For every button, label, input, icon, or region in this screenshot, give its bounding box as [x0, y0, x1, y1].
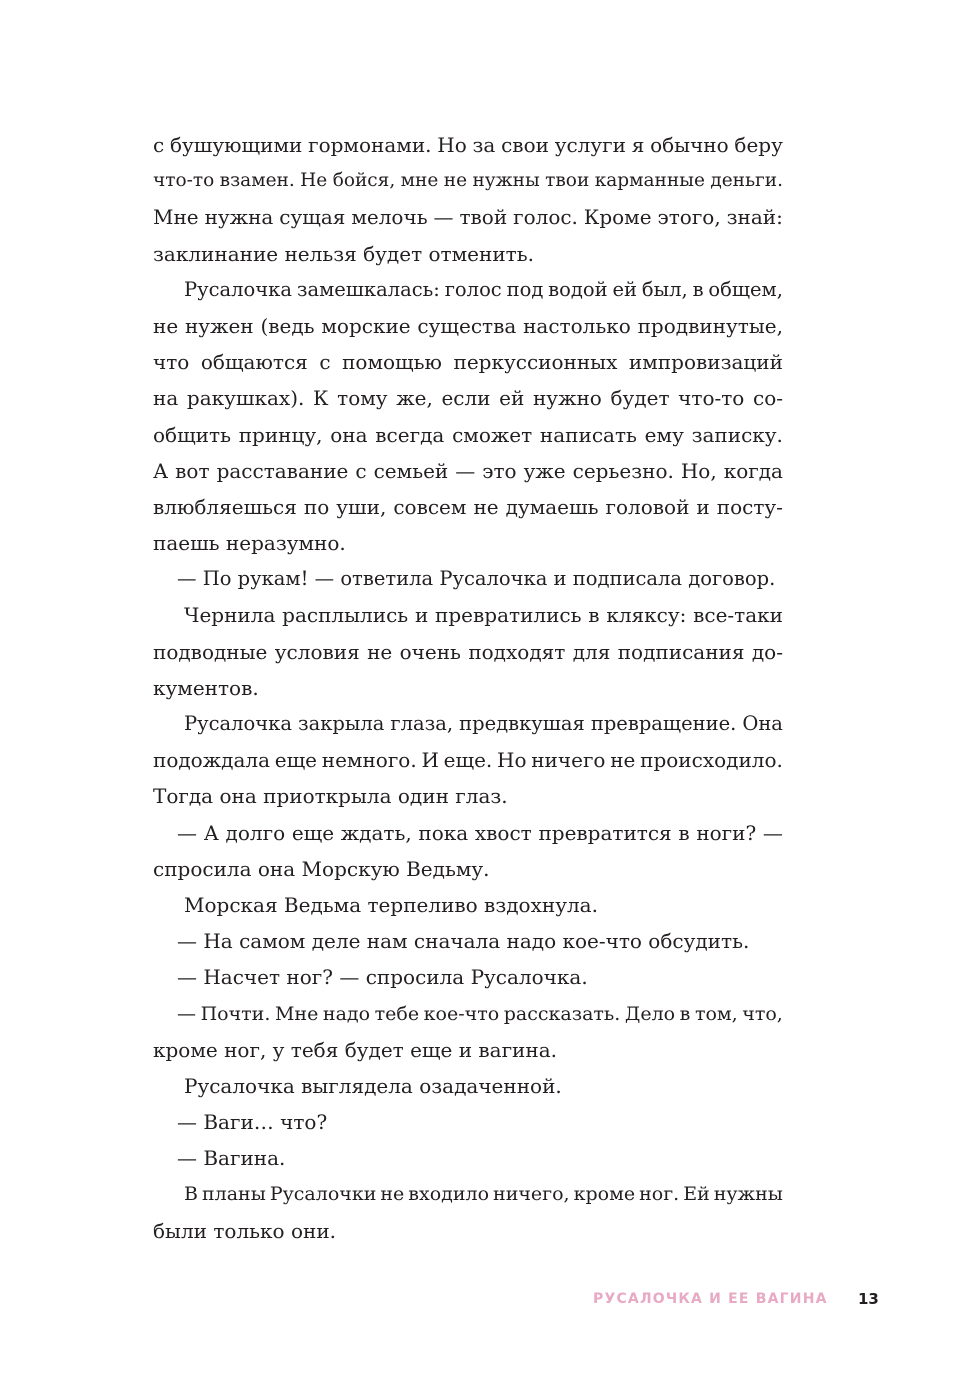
word: принцу, [238, 422, 323, 447]
word: влюбляешься [153, 494, 297, 519]
word: планы [201, 1183, 266, 1206]
word: (ведь [260, 313, 315, 338]
word: кляксу: [606, 603, 687, 628]
word: Мне [274, 1002, 319, 1025]
word: пока [418, 820, 469, 845]
word: Дело [624, 1002, 676, 1025]
word: предвкушая [459, 712, 585, 735]
word: написать [539, 422, 637, 447]
word: я [631, 133, 645, 157]
word: расставание [216, 458, 349, 483]
word: уши, [336, 494, 387, 519]
word: хвост [474, 820, 532, 845]
word: бойся, [332, 170, 396, 192]
word: превращение. [590, 712, 737, 735]
text-line [153, 706, 783, 742]
word: кое-что [423, 1002, 500, 1025]
word: Но [437, 133, 467, 157]
running-title: РУСАЛОЧКА И ЕЕ ВАГИНА [593, 1291, 828, 1307]
word: в [588, 603, 600, 628]
word: условия [274, 639, 360, 664]
word: до- [751, 639, 783, 664]
word: обычно [650, 133, 729, 157]
word: в [678, 820, 690, 845]
word: Русалочка [184, 277, 292, 301]
word: подписания [617, 639, 745, 664]
word: не [367, 639, 393, 664]
word: нужны [713, 1183, 783, 1206]
word: всегда [375, 422, 445, 447]
word: ей [499, 386, 525, 411]
word: общем, [708, 277, 783, 301]
word: подходят [468, 639, 566, 664]
word: сможет [452, 422, 533, 447]
word: водой [548, 277, 608, 301]
word: взамен. [219, 170, 295, 192]
word: что, [742, 1002, 783, 1025]
text-line [153, 1176, 783, 1212]
word: ракушках). [186, 386, 305, 411]
word: очень [399, 639, 461, 664]
word: нужны [472, 170, 540, 192]
word: сущая [279, 205, 346, 230]
word: мне [400, 170, 439, 192]
text-line [153, 417, 783, 453]
text-line: кроме ног, у тебя будет еще и вагина. [153, 1037, 557, 1062]
text-line [153, 344, 783, 380]
text-line: — Вагина. [177, 1146, 286, 1171]
word: закрыла [297, 712, 385, 735]
word: твой [459, 205, 508, 230]
word: морские [321, 313, 411, 338]
word: расплылись [282, 603, 409, 628]
word: когда [723, 458, 783, 483]
text-line: — По рукам! — ответила Русалочка и подписала договор. [177, 567, 776, 591]
text-line [153, 380, 783, 416]
word: думаешь [505, 494, 599, 519]
word: Мне [153, 205, 199, 230]
word: рассказать. [503, 1002, 621, 1025]
word: ноги? [696, 820, 757, 845]
word: продвинутые, [637, 313, 783, 338]
word: существа [417, 313, 517, 338]
text-line [153, 272, 783, 308]
word: совсем [393, 494, 467, 519]
word: том, [694, 1002, 738, 1025]
text-line [153, 163, 783, 199]
word: деньги. [710, 170, 783, 192]
word: Русалочка [184, 712, 292, 735]
word: все-таки [693, 603, 783, 628]
text-line: спросила она Морскую Ведьму. [153, 856, 490, 881]
word: Но, [680, 458, 717, 483]
text-line: Тогда она приоткрыла один глаз. [153, 784, 508, 809]
word: происходило. [640, 748, 783, 773]
word: нужна [204, 205, 274, 230]
word: надо [322, 1002, 371, 1025]
word: не [610, 748, 636, 773]
word: для [572, 639, 611, 664]
text-line: Морская Ведьма терпеливо вздохнула. [184, 892, 598, 917]
body-text [153, 127, 783, 1249]
text-line: — На самом деле нам сначала надо кое-что обсудить. [177, 929, 750, 954]
word: тебе [374, 1002, 420, 1025]
text-line: — Насчет ног? — спросила Русалочка. [177, 965, 588, 990]
word: еще [291, 820, 335, 845]
word: посту- [716, 494, 783, 519]
word: и [414, 603, 429, 628]
word: К [313, 386, 329, 411]
word: гормонами. [308, 133, 432, 157]
word: беру [734, 133, 783, 157]
word: бушующими [169, 133, 303, 157]
word: — [433, 205, 454, 230]
word: записку. [691, 422, 783, 447]
word: если [441, 386, 491, 411]
text-line [153, 597, 783, 633]
word: что-то [678, 386, 745, 411]
word: этого, [657, 205, 721, 230]
word: общаются [200, 350, 308, 375]
word: за [472, 133, 496, 157]
word: уже [523, 458, 566, 483]
word: с [319, 350, 331, 375]
text-line [153, 453, 783, 489]
word: что-то [153, 170, 215, 192]
word: Чернила [184, 603, 276, 628]
word: голос. [513, 205, 578, 230]
word: еще. [443, 748, 493, 773]
word: с [153, 133, 165, 157]
word: ничего [531, 748, 606, 773]
word: мелочь [351, 205, 428, 230]
word: голос [444, 277, 502, 301]
word: импровизаций [628, 350, 783, 375]
word: с [355, 458, 367, 483]
text-line: — Ваги… что? [177, 1110, 328, 1135]
word: А [203, 820, 219, 845]
word: Ей [683, 1183, 710, 1206]
text-line: заклинание нельзя будет отменить. [153, 241, 534, 266]
word: что [153, 350, 190, 375]
word: — [762, 820, 783, 845]
text-line [153, 742, 783, 778]
word: ему [644, 422, 684, 447]
word: будет [610, 386, 670, 411]
word: Русалочки [269, 1183, 377, 1206]
text-line [153, 996, 783, 1032]
word: и [696, 494, 710, 519]
word: свои [501, 133, 549, 157]
word: тому [337, 386, 388, 411]
word: общить [153, 422, 231, 447]
word: ничего, [493, 1183, 570, 1206]
word: со- [753, 386, 783, 411]
word: карманные [594, 170, 705, 192]
word: не [473, 494, 499, 519]
word: Кроме [583, 205, 652, 230]
text-line [153, 815, 783, 851]
word: не [380, 1183, 405, 1206]
word: входило [408, 1183, 490, 1206]
text-line: кументов. [153, 675, 259, 700]
text-line: Русалочка выглядела озадаченной. [184, 1073, 562, 1098]
word: головой [605, 494, 690, 519]
word: был, [641, 277, 688, 301]
text-line: паешь неразумно. [153, 531, 346, 556]
word: ей [612, 277, 638, 301]
word: Почти. [200, 1002, 271, 1025]
word: семьей [373, 458, 449, 483]
word: Не [300, 170, 328, 192]
word: подводные [153, 639, 268, 664]
word: долго [225, 820, 286, 845]
word: ждать, [340, 820, 412, 845]
word: кроме [573, 1183, 636, 1206]
word: под [506, 277, 544, 301]
text-line [153, 127, 783, 163]
word: по [303, 494, 330, 519]
word: знай: [726, 205, 783, 230]
word: В [184, 1183, 198, 1206]
word: замешкалась: [296, 277, 440, 301]
word: вот [175, 458, 210, 483]
word: не [153, 313, 179, 338]
word: — [177, 820, 197, 845]
word: на [153, 386, 179, 411]
word: нужно [532, 386, 602, 411]
text-line [153, 489, 783, 525]
word: серьезно. [572, 458, 674, 483]
text-line [153, 308, 783, 344]
word: твои [545, 170, 590, 192]
word: немного. [321, 748, 417, 773]
word: Она [742, 712, 783, 735]
word: в [679, 1002, 691, 1025]
word: — [455, 458, 476, 483]
word: нужен [184, 313, 254, 338]
word: в [692, 277, 704, 301]
word: это [482, 458, 517, 483]
word: настолько [523, 313, 631, 338]
word: И [421, 748, 439, 773]
word: превратится [538, 820, 672, 845]
word: ног. [639, 1183, 680, 1206]
word: Но [497, 748, 527, 773]
word: же, [396, 386, 433, 411]
text-line [153, 199, 783, 235]
word: превратились [435, 603, 582, 628]
word: — [177, 1002, 196, 1025]
word: подождала [153, 748, 270, 773]
word: помощью [342, 350, 442, 375]
text-line: были только они. [153, 1218, 337, 1243]
word: еще [274, 748, 317, 773]
word: А [153, 458, 169, 483]
word: перкуссионных [453, 350, 618, 375]
text-line [153, 634, 783, 670]
word: не [443, 170, 468, 192]
word: услуги [554, 133, 626, 157]
page-number: 13 [858, 1290, 879, 1308]
word: она [330, 422, 368, 447]
word: глаза, [390, 712, 454, 735]
